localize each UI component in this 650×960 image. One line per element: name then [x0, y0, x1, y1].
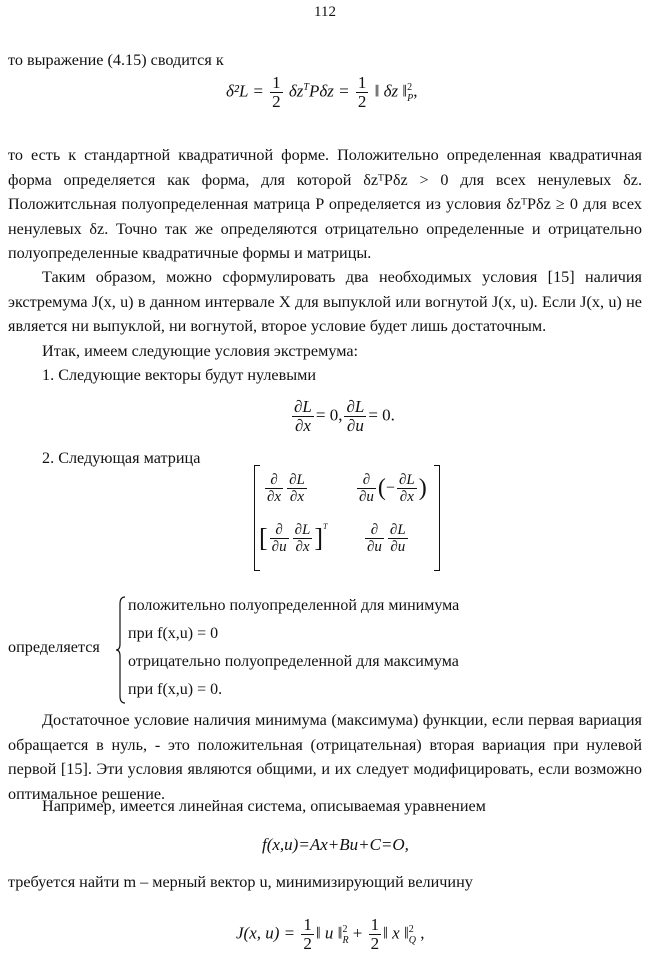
equation-linear-system: f(x,u)=Ax+Bu+C=O,: [262, 835, 409, 854]
list-item-2: 2. Следующая матрица: [42, 449, 201, 467]
case-1: положительно полуопределенной для минимума: [128, 597, 460, 614]
eq1-half-1: $\frac{1}{2}$: [272, 73, 281, 111]
matrix-a11: $\frac{\partial}{\partial x}$ $\frac{\partial L}{\partial x}$: [267, 472, 305, 505]
eq4-norm-u: ‖ u ‖: [315, 923, 343, 943]
eq4-lhs: J(x, u) =: [236, 923, 300, 943]
determined-label: определяется: [8, 638, 100, 656]
eq1-dz: δz: [288, 81, 304, 101]
list-item-1: 1. Следующие векторы будут нулевыми: [42, 366, 317, 384]
paragraph-extremum-conditions: Таким образом, можно сформулировать два необходимых условия [15] наличия экстремума J(x, u) в данном интервале X для выпуклой или вогнутой J(x, u). Если J(x, u) не является ни выпуклой, ни вогнутой, второе условие будет лишь достаточным.: [8, 268, 642, 335]
eq4-half-2: $\frac{1}{2}$: [370, 915, 380, 953]
eq2-mid: = 0,: [315, 405, 343, 425]
equation-cost-function: J(x, u) = $\frac{1}{2}$ ‖ u ‖ 2 R + $\frac{1}{2}$ ‖ x ‖ 2 Q ,: [236, 915, 425, 953]
left-brace-icon: [116, 596, 126, 704]
eq1-norm-sub: P: [407, 92, 414, 104]
eq1-pdz: Pδz =: [308, 81, 354, 101]
eq2-tail: = 0.: [368, 405, 395, 425]
eq1-lhs: δ²L =: [226, 81, 269, 101]
eq1-norm: ‖ δz ‖: [374, 81, 408, 101]
paragraph-sufficient-condition: Достаточное условие наличия минимума (максимума) функции, если первая вариация обращается в нуль, - это положительная (отрицательная) вторая вариация при нулевой первой [15]. Эти условия являются общими, и их следует модифицировать, если возможно оптимальное решение.: [8, 711, 642, 803]
intro-line: то выражение (4.15) сводится к: [8, 51, 224, 69]
eq1-tail: ,: [413, 81, 418, 101]
case-4: при f(x,u) = 0.: [128, 681, 223, 698]
paragraph-find-vector: требуется найти m – мерный вектор u, минимизирующий величину: [8, 873, 473, 891]
eq2-dl-dx: $\frac{\partial L}{\partial x}$: [294, 397, 312, 435]
case-2: при f(x,u) = 0: [128, 625, 219, 642]
hessian-matrix: [254, 466, 440, 570]
case-3: отрицательно полуопределенной для максимума: [128, 653, 459, 670]
eq1-transpose: T: [303, 81, 309, 93]
page-number: 112: [314, 4, 336, 20]
matrix-a12: $\frac{\partial}{\partial u}$ (− $\frac{\partial L}{\partial x}$ ): [359, 472, 427, 505]
eq1-norm-sup: 2: [407, 81, 413, 93]
paragraph-quadratic-form: то есть к стандартной квадратичной форме. Положительно определенная квадратичная форма определяется как форма, для которой δzᵀPδz > 0 для всех ненулевых δz. Положитсльная полуопределенная матрица P определяется из условия δzᵀPδz ≥ 0 для всех ненулевых δz. Точно так же определяются отрицательно определенные и отрицательно полуопределенные квадратичные формы и матрицы.: [8, 146, 642, 262]
eq4-tail: ,: [415, 923, 425, 943]
matrix-a22: $\frac{\partial}{\partial u}$ $\frac{\partial L}{\partial u}$: [367, 522, 406, 555]
matrix-a21: [ $\frac{\partial}{\partial u}$ $\frac{\partial L}{\partial x}$ ]$^T$: [259, 522, 328, 555]
paragraph-conditions-intro: Итак, имеем следующие условия экстремума:: [42, 342, 359, 360]
eq2-dl-du: $\frac{\partial L}{\partial u}$: [346, 397, 365, 435]
paragraph-linear-system: Например, имеется линейная система, описываемая уравнением: [42, 797, 486, 815]
eq4-norm-x: ‖ x ‖: [383, 923, 409, 943]
equation-zero-gradients: [290, 398, 395, 435]
equation-second-variation: [226, 74, 418, 111]
eq1-half-2: $\frac{1}{2}$: [357, 73, 367, 111]
eq4-half-1: $\frac{1}{2}$: [303, 915, 312, 953]
eq4-plus: +: [348, 923, 367, 943]
